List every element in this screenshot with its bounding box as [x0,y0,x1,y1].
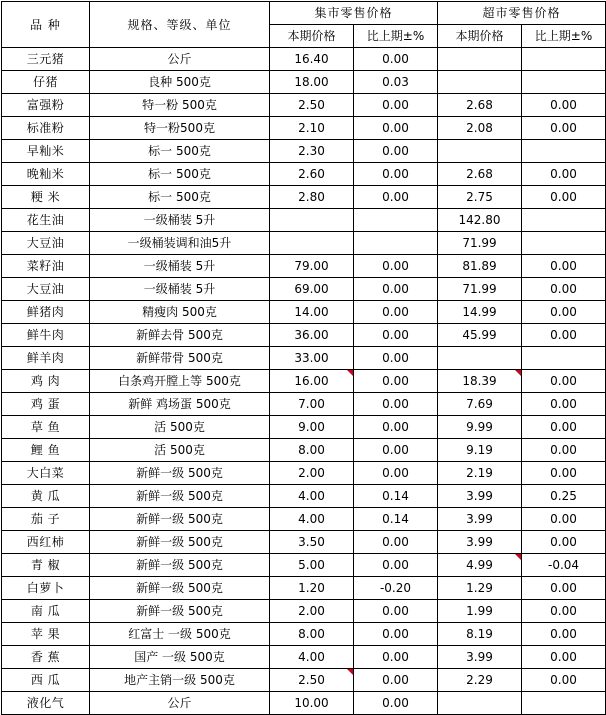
cell-super-price: 71.99 [438,232,522,255]
cell-super-change: 0.00 [522,94,606,117]
table-row [2,554,606,577]
table-row [2,278,606,301]
cell-variety: 富强粉 [2,94,90,117]
cell-spec: 地产主销一级 500克 [90,669,270,692]
cell-market-change [354,232,438,255]
cell-variety: 菜籽油 [2,255,90,278]
cell-market-price: 5.00 [270,554,354,577]
cell-spec: 标一 500克 [90,186,270,209]
cell-market-price [270,232,354,255]
cell-super-price [438,71,522,94]
cell-super-change [522,347,606,370]
table-row [2,94,606,117]
table-row [2,347,606,370]
cell-market-change: -0.20 [354,577,438,600]
cell-market-price: 2.00 [270,600,354,623]
cell-variety: 三元猪 [2,48,90,71]
cell-market-price: 1.20 [270,577,354,600]
cell-spec: 特一粉500克 [90,117,270,140]
cell-spec: 新鲜一级 500克 [90,531,270,554]
cell-super-change: 0.00 [522,416,606,439]
cell-variety: 仔猪 [2,71,90,94]
cell-variety: 西红柿 [2,531,90,554]
table-row [2,324,606,347]
table-row [2,462,606,485]
table-header-row-top [2,2,606,25]
cell-spec: 一级桶装 5升 [90,255,270,278]
cell-super-change: 0.00 [522,669,606,692]
cell-spec: 新鲜 鸡场蛋 500克 [90,393,270,416]
cell-super-change: 0.00 [522,163,606,186]
cell-super-price: 2.68 [438,94,522,117]
cell-variety: 鲜羊肉 [2,347,90,370]
cell-variety: 大白菜 [2,462,90,485]
cell-super-price: 1.99 [438,600,522,623]
cell-market-change: 0.00 [354,669,438,692]
cell-market-price: 4.00 [270,646,354,669]
cell-super-price: 2.75 [438,186,522,209]
cell-super-price: 2.68 [438,163,522,186]
cell-spec: 一级桶装 5升 [90,209,270,232]
cell-market-change: 0.00 [354,439,438,462]
cell-super-price: 1.29 [438,577,522,600]
cell-market-change: 0.00 [354,140,438,163]
cell-market-price: 2.60 [270,163,354,186]
cell-super-price: 3.99 [438,646,522,669]
cell-super-change: 0.00 [522,117,606,140]
cell-market-price: 10.00 [270,692,354,715]
cell-spec: 新鲜去骨 500克 [90,324,270,347]
cell-market-change: 0.00 [354,278,438,301]
cell-market-price: 18.00 [270,71,354,94]
cell-variety: 粳 米 [2,186,90,209]
cell-variety: 白萝卜 [2,577,90,600]
header-spec: 规格、等级、单位 [90,2,270,48]
header-market-price: 本期价格 [270,25,354,48]
cell-market-change: 0.00 [354,692,438,715]
cell-variety: 早籼米 [2,140,90,163]
cell-super-change: 0.00 [522,600,606,623]
cell-super-price: 2.29 [438,669,522,692]
cell-spec: 新鲜一级 500克 [90,554,270,577]
table-row [2,209,606,232]
header-super-change: 比上期±% [522,25,606,48]
cell-super-price: 142.80 [438,209,522,232]
header-super-price: 本期价格 [438,25,522,48]
cell-market-change: 0.14 [354,485,438,508]
table-row [2,669,606,692]
cell-super-change: 0.00 [522,623,606,646]
cell-market-change: 0.00 [354,94,438,117]
cell-super-change: 0.00 [522,370,606,393]
cell-market-price: 16.40 [270,48,354,71]
cell-super-price: 14.99 [438,301,522,324]
cell-market-price: 7.00 [270,393,354,416]
cell-super-price: 2.08 [438,117,522,140]
cell-super-price [438,692,522,715]
cell-market-price: 9.00 [270,416,354,439]
cell-variety: 黄 瓜 [2,485,90,508]
cell-market-change [354,209,438,232]
cell-market-change: 0.00 [354,48,438,71]
cell-super-price: 7.69 [438,393,522,416]
cell-market-price: 8.00 [270,439,354,462]
cell-spec: 标一 500克 [90,140,270,163]
table-row [2,255,606,278]
cell-market-price: 4.00 [270,508,354,531]
cell-spec: 新鲜一级 500克 [90,600,270,623]
cell-variety: 鲜猪肉 [2,301,90,324]
cell-super-price: 9.19 [438,439,522,462]
cell-market-change: 0.00 [354,324,438,347]
cell-variety: 青 椒 [2,554,90,577]
table-row [2,692,606,715]
cell-super-change: 0.00 [522,462,606,485]
cell-super-price [438,48,522,71]
cell-market-change: 0.00 [354,347,438,370]
cell-super-change [522,232,606,255]
cell-super-change: 0.00 [522,186,606,209]
cell-market-price: 36.00 [270,324,354,347]
cell-variety: 西 瓜 [2,669,90,692]
table-row [2,416,606,439]
cell-super-price: 45.99 [438,324,522,347]
cell-market-price: 16.00 [270,370,354,393]
cell-market-price [270,209,354,232]
cell-super-change: 0.00 [522,301,606,324]
cell-variety: 茄 子 [2,508,90,531]
cell-variety: 花生油 [2,209,90,232]
cell-market-price: 14.00 [270,301,354,324]
cell-super-change [522,209,606,232]
table-row [2,508,606,531]
cell-market-change: 0.14 [354,508,438,531]
price-table-sheet [0,1,606,710]
cell-spec: 新鲜一级 500克 [90,508,270,531]
cell-variety: 大豆油 [2,232,90,255]
cell-spec: 活 500克 [90,439,270,462]
table-row [2,485,606,508]
cell-market-change: 0.00 [354,301,438,324]
cell-market-price: 79.00 [270,255,354,278]
cell-spec: 活 500克 [90,416,270,439]
cell-spec: 国产 一级 500克 [90,646,270,669]
cell-variety: 晚籼米 [2,163,90,186]
cell-market-change: 0.00 [354,370,438,393]
cell-market-change: 0.00 [354,186,438,209]
cell-market-change: 0.03 [354,71,438,94]
cell-super-price: 4.99 [438,554,522,577]
cell-super-price [438,347,522,370]
cell-super-change [522,71,606,94]
table-row [2,646,606,669]
cell-super-price: 3.99 [438,508,522,531]
cell-super-change: 0.00 [522,646,606,669]
cell-super-change: -0.04 [522,554,606,577]
cell-market-change: 0.00 [354,646,438,669]
cell-market-price: 2.80 [270,186,354,209]
cell-super-price: 3.99 [438,485,522,508]
cell-market-change: 0.00 [354,163,438,186]
table-row [2,71,606,94]
cell-super-price: 9.99 [438,416,522,439]
cell-market-price: 2.30 [270,140,354,163]
cell-market-price: 3.50 [270,531,354,554]
cell-market-change: 0.00 [354,393,438,416]
cell-spec: 精瘦肉 500克 [90,301,270,324]
cell-market-change: 0.00 [354,531,438,554]
table-row [2,370,606,393]
cell-variety: 鸡 肉 [2,370,90,393]
cell-market-change: 0.00 [354,416,438,439]
cell-variety: 标准粉 [2,117,90,140]
cell-super-price: 71.99 [438,278,522,301]
header-variety: 品 种 [2,2,90,48]
cell-super-price: 18.39 [438,370,522,393]
table-row [2,301,606,324]
cell-variety: 液化气 [2,692,90,715]
cell-market-change: 0.00 [354,623,438,646]
cell-super-change: 0.00 [522,255,606,278]
table-row [2,186,606,209]
table-row [2,600,606,623]
cell-variety: 鲜牛肉 [2,324,90,347]
cell-variety: 苹 果 [2,623,90,646]
cell-super-change: 0.00 [522,508,606,531]
cell-spec: 红富士 一级 500克 [90,623,270,646]
retail-price-table [1,1,606,715]
cell-variety: 草 鱼 [2,416,90,439]
cell-super-price [438,140,522,163]
cell-spec: 良种 500克 [90,71,270,94]
cell-super-price: 2.19 [438,462,522,485]
cell-market-price: 2.50 [270,94,354,117]
header-market-group: 集市零售价格 [270,2,438,25]
cell-super-change: 0.00 [522,324,606,347]
header-market-change: 比上期±% [354,25,438,48]
cell-market-change: 0.00 [354,462,438,485]
cell-super-price: 81.89 [438,255,522,278]
cell-spec: 新鲜带骨 500克 [90,347,270,370]
table-row [2,623,606,646]
cell-super-change [522,140,606,163]
cell-spec: 新鲜一级 500克 [90,577,270,600]
cell-super-change [522,692,606,715]
cell-market-price: 2.10 [270,117,354,140]
table-row [2,140,606,163]
cell-variety: 鸡 蛋 [2,393,90,416]
cell-spec: 一级桶装调和油5升 [90,232,270,255]
cell-variety: 大豆油 [2,278,90,301]
cell-variety: 香 蕉 [2,646,90,669]
cell-super-change: 0.00 [522,531,606,554]
cell-spec: 公斤 [90,692,270,715]
table-row [2,577,606,600]
cell-market-price: 8.00 [270,623,354,646]
cell-super-change: 0.00 [522,393,606,416]
cell-market-price: 4.00 [270,485,354,508]
cell-super-price: 8.19 [438,623,522,646]
cell-spec: 一级桶装 5升 [90,278,270,301]
cell-market-price: 69.00 [270,278,354,301]
cell-spec: 公斤 [90,48,270,71]
cell-super-change: 0.00 [522,439,606,462]
cell-spec: 特一粉 500克 [90,94,270,117]
table-row [2,163,606,186]
table-row [2,232,606,255]
cell-spec: 标一 500克 [90,163,270,186]
cell-market-price: 2.00 [270,462,354,485]
cell-spec: 新鲜一级 500克 [90,462,270,485]
cell-variety: 鲤 鱼 [2,439,90,462]
table-row [2,393,606,416]
cell-variety: 南 瓜 [2,600,90,623]
cell-super-price: 3.99 [438,531,522,554]
table-row [2,117,606,140]
cell-market-change: 0.00 [354,600,438,623]
cell-market-change: 0.00 [354,255,438,278]
cell-spec: 白条鸡开膛上等 500克 [90,370,270,393]
cell-market-price: 33.00 [270,347,354,370]
cell-spec: 新鲜一级 500克 [90,485,270,508]
cell-market-change: 0.00 [354,117,438,140]
table-row [2,531,606,554]
cell-super-change: 0.25 [522,485,606,508]
cell-super-change: 0.00 [522,577,606,600]
header-supermarket-group: 超市零售价格 [438,2,606,25]
cell-super-change: 0.00 [522,278,606,301]
table-row [2,48,606,71]
cell-market-price: 2.50 [270,669,354,692]
cell-super-change [522,48,606,71]
cell-market-change: 0.00 [354,554,438,577]
table-row [2,439,606,462]
